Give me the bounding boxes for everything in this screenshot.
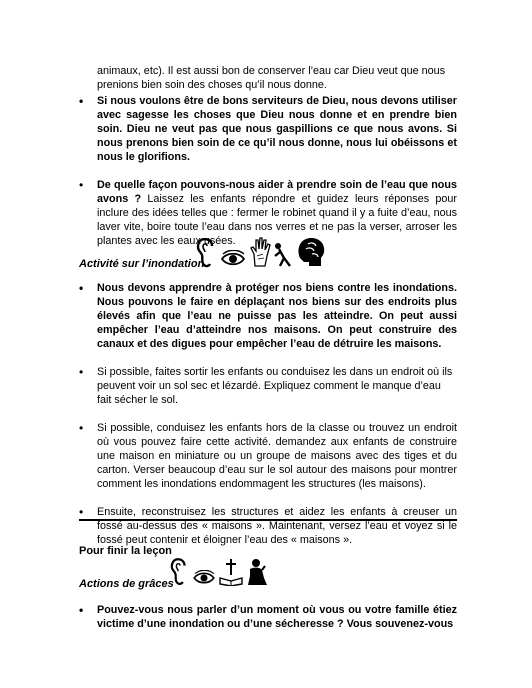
ear-icon	[170, 558, 190, 586]
bullet-text: Ensuite, reconstruisez les structures et aidez les enfants à creuser un fossé au-dessus des « maisons ». Maintenant, versez l’eau et voyez si le fossé peut contenir et éloigner l’eau des « maisons ».	[97, 506, 457, 546]
list-item	[79, 421, 457, 491]
list-item	[79, 505, 457, 547]
head-brain-icon	[296, 236, 326, 268]
eye-icon	[220, 250, 246, 268]
stretching-person-icon	[274, 242, 294, 268]
bullet-text: Pouvez-vous nous parler d’un moment où vous ou votre famille étiez victime d’une inondation ou d’une sécheresse ? Vous souvenez-vous	[97, 604, 457, 630]
thanks-icons	[170, 558, 268, 586]
eye-icon	[192, 570, 216, 586]
closing-bullet-list	[79, 603, 457, 645]
list-item	[79, 365, 457, 407]
section-title-thanks: Actions de grâces	[79, 578, 174, 590]
intro-continuation: animaux, etc). Il est aussi bon de conserver l’eau car Dieu veut que nous prenions bien soin des choses qu’il nous donne.	[97, 65, 446, 91]
activity-icons	[196, 236, 326, 268]
bullet-text: Si possible, conduisez les enfants hors de la classe ou trouvez un endroit où vous pouvez faire cette activité. demandez aux enfants de construire une maison en miniature ou un groupe de maisons avec des tiges et du carton. Verser beaucoup d’eau sur le sol autour des maisons pour montrer comment les inondations endommagent les structures (les maisons).	[97, 422, 457, 490]
bullet-text: Si possible, faites sortir les enfants ou conduisez les dans un endroit où ils peuvent voir un sol sec et lézardé. Expliquez comment le manque d’eau fait sécher le sol.	[97, 366, 453, 406]
bullet-text: Si nous voulons être de bons serviteurs de Dieu, nous devons utiliser avec sagesse les choses que Dieu nous donne et en prendre bien soin. Dieu ne veut pas que nous gaspillions ce que nous avons. Si nous prenons bien soin de ce qu’il nous donne, nous lui obéissons et nous le glorifions.	[97, 95, 457, 163]
list-item	[79, 94, 457, 164]
bullet-question: De quelle façon pouvons-nous aider à prendre soin de l’eau que nous avons ?	[97, 179, 457, 205]
cross-bible-icon	[218, 558, 244, 586]
bullet-text: Nous devons apprendre à protéger nos biens contre les inondations. Nous pouvons le faire en déplaçant nos biens sur des endroits plus élevés afin que l’eau ne puisse pas les atteindre. On peut aussi empêcher l’eau d’atteindre nos maisons. On peut construire des canaux et des digues pour empêcher l’eau de détruire les maisons.	[97, 282, 457, 350]
section-divider	[79, 519, 457, 521]
list-item	[79, 281, 457, 351]
praying-person-icon	[246, 558, 268, 586]
closing-title: Pour finir la leçon	[79, 545, 172, 557]
ear-icon	[196, 238, 218, 268]
bullet-answer: Laissez les enfants répondre et guidez leurs réponses pour inclure des idées telles que : fermer le robinet quand il y a fuite d’eau, nous laver vite, boire toute l’eau dans nos verres et ne pas la verser, arroser les plantes avec les eaux usées.	[97, 193, 457, 247]
section-title-flood: Activité sur l’inondation	[79, 258, 205, 270]
hand-icon	[248, 236, 272, 268]
list-item	[79, 603, 457, 631]
